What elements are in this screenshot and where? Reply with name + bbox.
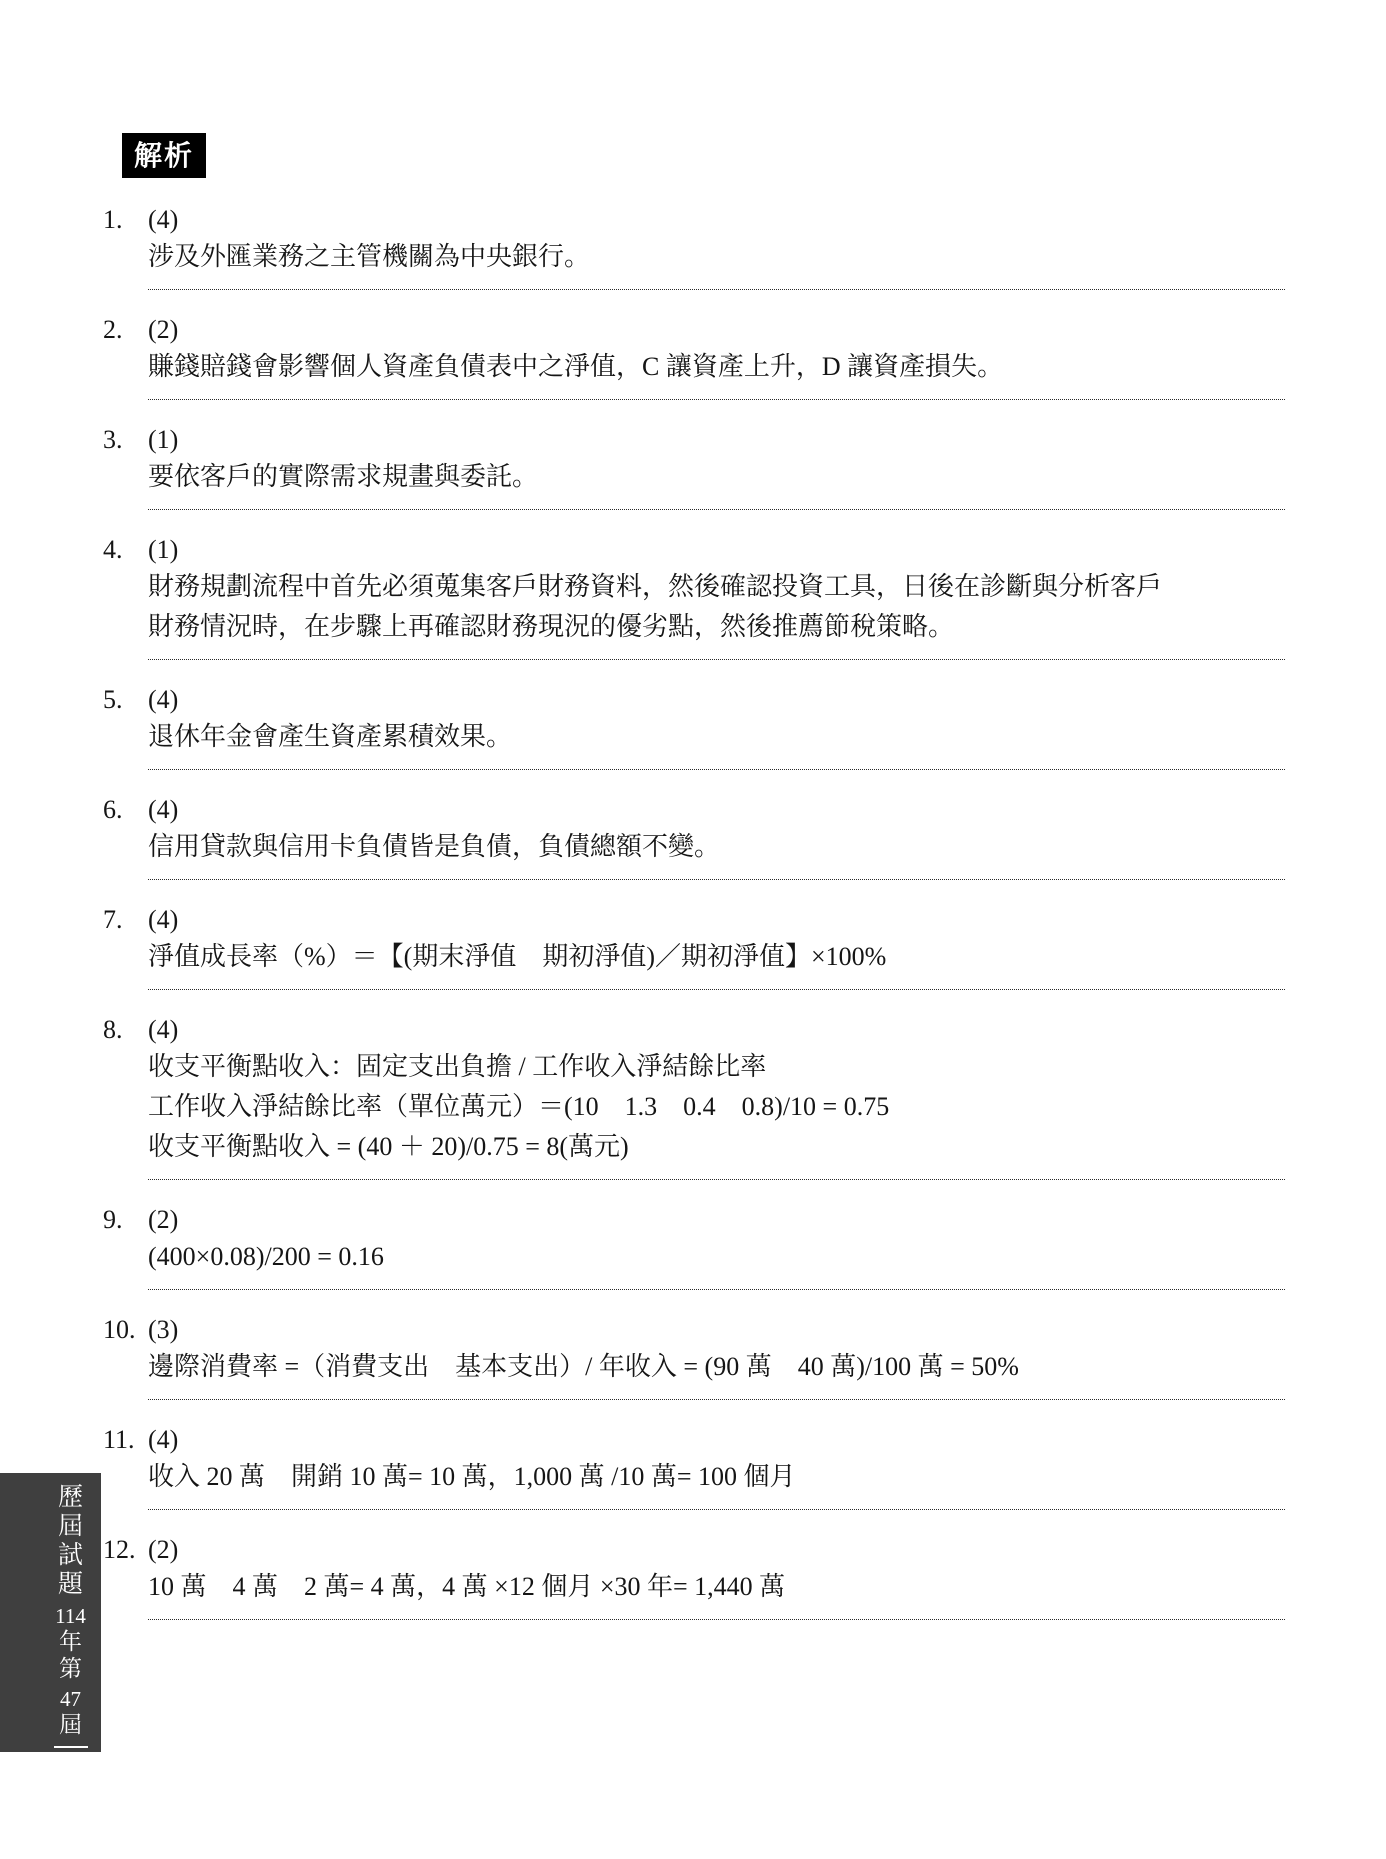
edge-tab-year: 114	[55, 1604, 86, 1628]
explanation-line: 財務規劃流程中首先必須蒐集客戶財務資料，然後確認投資工具，日後在診斷與分析客戶	[148, 572, 1163, 601]
item-answer: (2)	[148, 315, 179, 344]
item-answer: (4)	[148, 905, 179, 934]
item-answer: (4)	[148, 1425, 179, 1454]
explanation-line: (400×0.08)/200 = 0.16	[148, 1242, 384, 1271]
item-head	[103, 1203, 1288, 1237]
item-head	[103, 1533, 1288, 1567]
item-head	[103, 793, 1288, 827]
explanation-line: 邊際消費率 =（消費支出 基本支出）/ 年收入 = (90 萬 40 萬)/100 萬 = 50%	[148, 1352, 1019, 1381]
solution-item-6	[103, 793, 1288, 880]
edge-tab-char: 題	[57, 1571, 83, 1598]
divider	[148, 1399, 1285, 1400]
item-number: 12.	[103, 1535, 136, 1564]
solution-item-5	[103, 683, 1288, 770]
item-answer: (4)	[148, 205, 179, 234]
solution-item-7	[103, 903, 1288, 990]
item-number: 11.	[103, 1425, 135, 1454]
divider	[148, 1289, 1285, 1290]
section-header-badge: 解析	[122, 133, 206, 178]
item-answer: (2)	[148, 1205, 179, 1234]
divider	[148, 1179, 1285, 1180]
item-explanation	[148, 717, 1288, 757]
item-answer: (4)	[148, 1015, 179, 1044]
solution-item-3	[103, 423, 1288, 510]
item-explanation	[148, 937, 1288, 977]
explanation-line: 淨值成長率（%）＝【(期末淨值 期初淨值)／期初淨值】×100%	[148, 942, 887, 971]
explanation-line: 賺錢賠錢會影響個人資產負債表中之淨值，C 讓資產上升，D 讓資產損失。	[148, 352, 1004, 381]
solution-item-4	[103, 533, 1288, 660]
explanation-line: 收支平衡點收入 = (40 ＋ 20)/0.75 = 8(萬元)	[148, 1132, 629, 1161]
divider	[148, 289, 1285, 290]
item-answer: (1)	[148, 425, 179, 454]
solutions-section	[103, 133, 1288, 1643]
edge-tab-divider	[54, 1746, 88, 1748]
item-number: 3.	[103, 425, 123, 454]
item-explanation	[148, 457, 1288, 497]
item-head	[103, 1013, 1288, 1047]
divider	[148, 1509, 1285, 1510]
item-answer: (4)	[148, 795, 179, 824]
divider	[148, 659, 1285, 660]
solution-item-11	[103, 1423, 1288, 1510]
explanation-line: 要依客戶的實際需求規畫與委託。	[148, 462, 539, 491]
explanation-line: 10 萬 4 萬 2 萬= 4 萬，4 萬 ×12 個月 ×30 年= 1,440 萬	[148, 1572, 786, 1601]
edge-tab-char: 歷	[57, 1484, 83, 1511]
explanation-line: 信用貸款與信用卡負債皆是負債，負債總額不變。	[148, 832, 721, 861]
explanation-line: 工作收入淨結餘比率（單位萬元）＝(10 1.3 0.4 0.8)/10 = 0.75	[148, 1092, 890, 1121]
item-answer: (2)	[148, 1535, 179, 1564]
solution-item-2	[103, 313, 1288, 400]
divider	[148, 509, 1285, 510]
item-number: 6.	[103, 795, 123, 824]
item-head	[103, 1313, 1288, 1347]
solution-item-1	[103, 203, 1288, 290]
item-explanation	[148, 567, 1288, 647]
item-number: 5.	[103, 685, 123, 714]
solutions-list	[103, 203, 1288, 1620]
divider	[148, 989, 1285, 990]
explanation-line: 收入 20 萬 開銷 10 萬= 10 萬，1,000 萬 /10 萬= 100 個月	[148, 1462, 796, 1491]
divider	[148, 879, 1285, 880]
edge-tab-char: 屆	[57, 1513, 83, 1540]
divider	[148, 1619, 1285, 1620]
item-explanation	[148, 237, 1288, 277]
item-head	[103, 313, 1288, 347]
explanation-line: 退休年金會產生資產累積效果。	[148, 722, 513, 751]
item-explanation	[148, 1237, 1288, 1277]
item-number: 4.	[103, 535, 123, 564]
item-answer: (3)	[148, 1315, 179, 1344]
item-explanation	[148, 1567, 1288, 1607]
item-head	[103, 1423, 1288, 1457]
solution-item-9	[103, 1203, 1288, 1290]
edge-tab-year-unit: 年	[59, 1629, 82, 1654]
explanation-line: 財務情況時，在步驟上再確認財務現況的優劣點，然後推薦節稅策略。	[148, 612, 955, 641]
item-explanation	[148, 1457, 1288, 1497]
item-number: 2.	[103, 315, 123, 344]
divider	[148, 399, 1285, 400]
item-number: 9.	[103, 1205, 123, 1234]
edge-tab-ordinal-prefix: 第	[59, 1656, 82, 1681]
item-head	[103, 423, 1288, 457]
item-number: 7.	[103, 905, 123, 934]
edge-tab-session-unit: 屆	[59, 1712, 82, 1737]
item-head	[103, 683, 1288, 717]
item-number: 10.	[103, 1315, 136, 1344]
explanation-line: 收支平衡點收入：固定支出負擔 / 工作收入淨結餘比率	[148, 1052, 767, 1081]
edge-tab-char: 試	[57, 1542, 83, 1569]
item-number: 8.	[103, 1015, 123, 1044]
divider	[148, 769, 1285, 770]
item-explanation	[148, 1047, 1288, 1167]
page-edge-tab	[0, 1473, 101, 1781]
page-number: 18	[58, 1754, 83, 1781]
edge-tab-session: 47	[60, 1687, 81, 1711]
item-number: 1.	[103, 205, 123, 234]
item-head	[103, 203, 1288, 237]
item-explanation	[148, 1347, 1288, 1387]
item-answer: (1)	[148, 535, 179, 564]
item-head	[103, 903, 1288, 937]
solution-item-8	[103, 1013, 1288, 1180]
explanation-line: 涉及外匯業務之主管機關為中央銀行。	[148, 242, 591, 271]
item-head	[103, 533, 1288, 567]
item-explanation	[148, 827, 1288, 867]
solution-item-12	[103, 1533, 1288, 1620]
item-explanation	[148, 347, 1288, 387]
item-answer: (4)	[148, 685, 179, 714]
solution-item-10	[103, 1313, 1288, 1400]
